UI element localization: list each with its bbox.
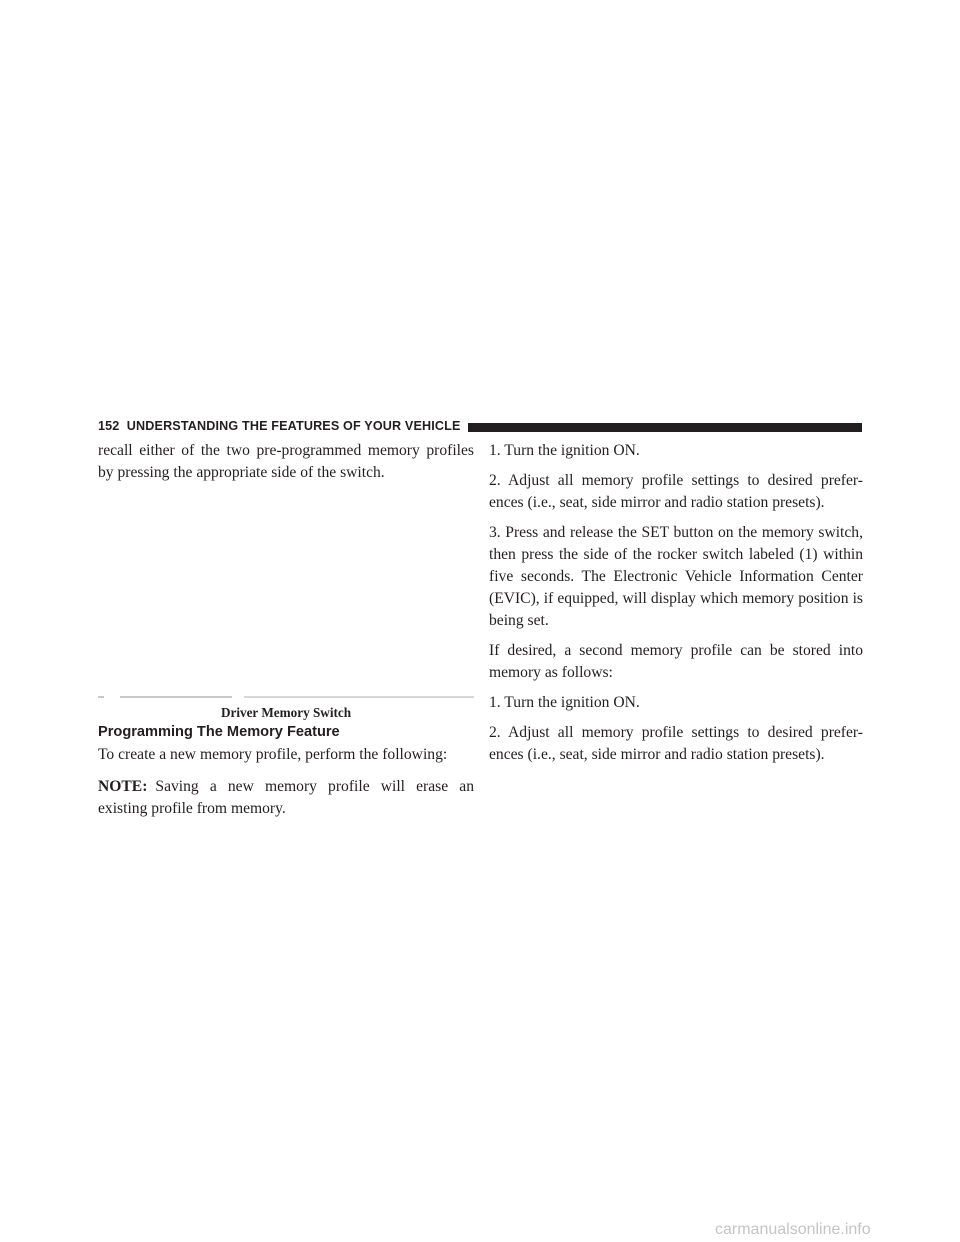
- left-column: [98, 440, 474, 484]
- step-paragraph: 2. Adjust all memory profile settings to desired prefer- ences (i.e., seat, side mirror and radio station presets).: [489, 472, 863, 511]
- svg-text:carmanualsonline.info: carmanualsonline.info: [715, 1221, 871, 1238]
- intro-paragraph: recall either of the two pre-programmed memory profiles by pressing the appropriate side of the switch.: [98, 442, 474, 481]
- note-paragraph: [98, 776, 474, 820]
- figure-edge-mark: [244, 696, 474, 698]
- note-label: NOTE:: [98, 778, 148, 795]
- header-rule: [468, 423, 862, 432]
- paragraph-intro-steps: To create a new memory profile, perform the following:: [98, 746, 448, 763]
- figure-edge-mark: [98, 696, 104, 698]
- watermark-logo: [715, 1218, 955, 1240]
- page-header: [98, 418, 862, 434]
- page-header-text: [98, 419, 461, 433]
- figure-image: [98, 690, 474, 700]
- right-column: [489, 440, 863, 774]
- figure-caption: Driver Memory Switch: [220, 705, 352, 720]
- step-paragraph: 1. Turn the ignition ON.: [489, 694, 640, 711]
- step-paragraph: If desired, a second memory profile can be stored into memory as follows:: [489, 642, 863, 681]
- page-number: 152: [98, 419, 120, 433]
- left-lower-text: [98, 744, 474, 830]
- step-paragraph: 1. Turn the ignition ON.: [489, 442, 640, 459]
- figure-edge-mark: [120, 696, 232, 698]
- step-paragraph: 2. Adjust all memory profile settings to desired prefer- ences (i.e., seat, side mirror and radio station presets).: [489, 724, 863, 763]
- running-section-title: UNDERSTANDING THE FEATURES OF YOUR VEHICLE: [126, 419, 461, 433]
- note-text: Saving a new memory profile will erase an existing profile from memory.: [98, 778, 474, 817]
- step-paragraph: 3. Press and release the SET button on the memory switch, then press the side of the rocker switch labeled (1) within five seconds. The Electronic Vehicle Information Center (EVIC), if equipped, will display which memory position is being set.: [489, 524, 863, 629]
- section-heading: Programming The Memory Feature: [98, 724, 340, 740]
